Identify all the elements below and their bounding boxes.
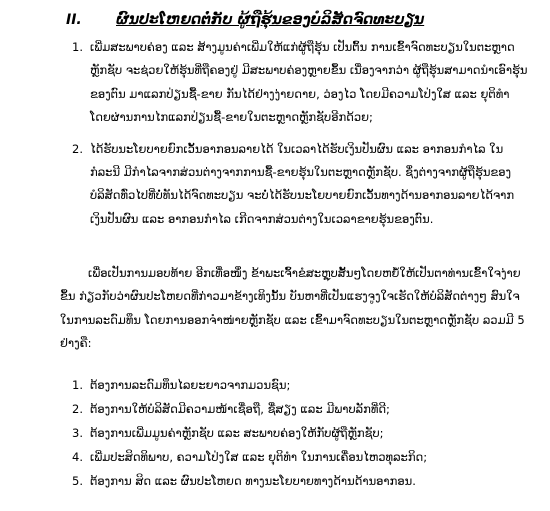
reasons-list (72, 373, 530, 493)
list-item-text: ຕ້ອງການໃຫ້ບໍລິສັດມີຄວາມໜ້າເຊື່ອຖື, ຊື່ສຽງ ແລະ ມີພາບລັກທີ່ດີ; (90, 402, 390, 416)
list-item-text: ຕ້ອງການ ສິດ ແລະ ຜົນປະໂຫຍດ ທາງນະໂຍບາຍທາງດ້ານດ້ານອາກອນ. (90, 474, 416, 488)
section-number: II. (66, 12, 82, 28)
list-item-text: ໄດ້ຮັບນະໂຍບາຍຍົກເວັ້ນອາກອນລາຍໄດ້ ໃນເວລາໄດ້ຮັບເງິນປັນຜົນ ແລະ ອາກອນກໍາໄລ ໃນກໍລະນີ ມີກໍາໄລຈາກສ່ວນຕ່າງຈາກການຊື້-ຂາຍຮຸ້ນໃນຕະຫຼາດຫຼັກຊັບ. ຊຶ່ງຕ່າງຈາກຜູ້ຖືຮຸ້ນຂອງບໍລິສັດທົ່ວໄປທີ່ບໍ່ທັນໄດ້ຈົດທະບຽນ ຈະບໍ່ໄດ້ຮັບນະໂຍບາຍຍົກເວັ້ນທາງດ້ານອາກອນລາຍໄດ້ຈາກເງິນປັນຜົນ ແລະ ອາກອນກໍາໄລ ເກີດຈາກສ່ວນຕ່າງໃນເວລາຂາຍຮຸ້ນຂອງຕົນ. (90, 141, 515, 226)
list-item-text: ຕ້ອງການລະດົມທຶນໄລຍະຍາວຈາກມວນຊົນ; (90, 378, 291, 392)
summary-paragraph: ເພື່ອເປັນການມອບທ້າຍ ອີກເທື່ອໜຶ່ງ ຂ້າພະເຈົ້າຂໍສະຫຼຸບສັ້ນໆໂດຍຫຍໍ້ໃຫ້ເປັນຕາທ່ານເຂົ້າໃຈງ່າຍຂຶ້ນ ກ່ຽວກັບວ່າຜົນປະໂຫຍດທີ່ກ່າວມາຂ້າງເທິງນັ້ນ ບັນຫາທີ່ເປັນແຮງຈູງໃຈເຮັດໃຫ້ບໍລິສັດຕ່າງໆ ສົນໃຈໃນການລະດົມທຶນ ໂດຍການອອກຈໍາໜ່າຍຫຼັກຊັບ ແລະ ເຂົ້າມາຈົດທະບຽນໃນຕະຫຼາດຫຼັກຊັບ ລວມມີ 5 ຢ່າງຄື: (60, 266, 525, 351)
list-item-number: 5. (72, 474, 83, 488)
list-item (72, 138, 530, 232)
list-item-number: 2. (72, 141, 83, 156)
list-item (72, 397, 530, 421)
list-item-number: 4. (72, 450, 83, 464)
section-title: ຜົນປະໂຫຍດຕໍ່ກັບ ຜູ້ຖືຮຸ້ນຂອງບໍລິສັດຈົດທະບຽນ (116, 12, 425, 28)
list-item-number: 1. (72, 378, 83, 392)
list-item-text: ເພີ່ມປະສິດທິພາບ, ຄວາມໂປ່ງໃສ ແລະ ຍຸຕິທໍາ ໃນການເຄື່ອນໄຫວທຸລະກິດ; (90, 450, 428, 464)
list-item-text: ເພີ່ມສະພາບຄ່ອງ ແລະ ສ້າງມູນຄ່າເພີ່ມໃຫ້ແກ່ຜູ້ຖືຮຸ້ນ ເປັນຕົ້ນ ການເຂົ້າຈົດທະບຽນໃນຕະຫຼາດຫຼັກຊັບ ຈະຊ່ວຍໃຫ້ຮຸ້ນທີ່ຖືຄອງຢູ່ ມີສະພາບຄ່ອງຫຼາຍຂຶ້ນ ເນື່ອງຈາກວ່າ ຜູ້ຖືຮຸ້ນສາມາດນໍາເອົາຮຸ້ນຂອງຕົນ ມາແລກປ່ຽນຊື້-ຂາຍ ກັນໄດ້ຢ່າງງ່າຍດາຍ, ວ່ອງໄວ ໂດຍມີຄວາມໂປ່ງໃສ ແລະ ຍຸຕິທໍາ ໂດຍຜ່ານການໄກແລກປ່ຽນຊື້-ຂາຍໃນຕະຫຼາດຫຼັກຊັບອີກດ້ວຍ; (90, 40, 528, 125)
list-item (72, 373, 530, 397)
list-item (72, 445, 530, 469)
benefits-list (72, 36, 530, 231)
list-item (72, 469, 530, 493)
list-item (72, 421, 530, 445)
list-item (72, 36, 530, 130)
list-item-number: 3. (72, 426, 83, 440)
list-item-number: 1. (72, 40, 83, 54)
list-item-text: ຕ້ອງການເພີ່ມມູນຄ່າຫຼັກຊັບ ແລະ ສະພາບຄ່ອງໃຫ້ກັບຜູ້ຖືຫຼັກຊັບ; (90, 426, 384, 440)
list-item-number: 2. (72, 402, 83, 416)
section-heading (66, 12, 424, 28)
